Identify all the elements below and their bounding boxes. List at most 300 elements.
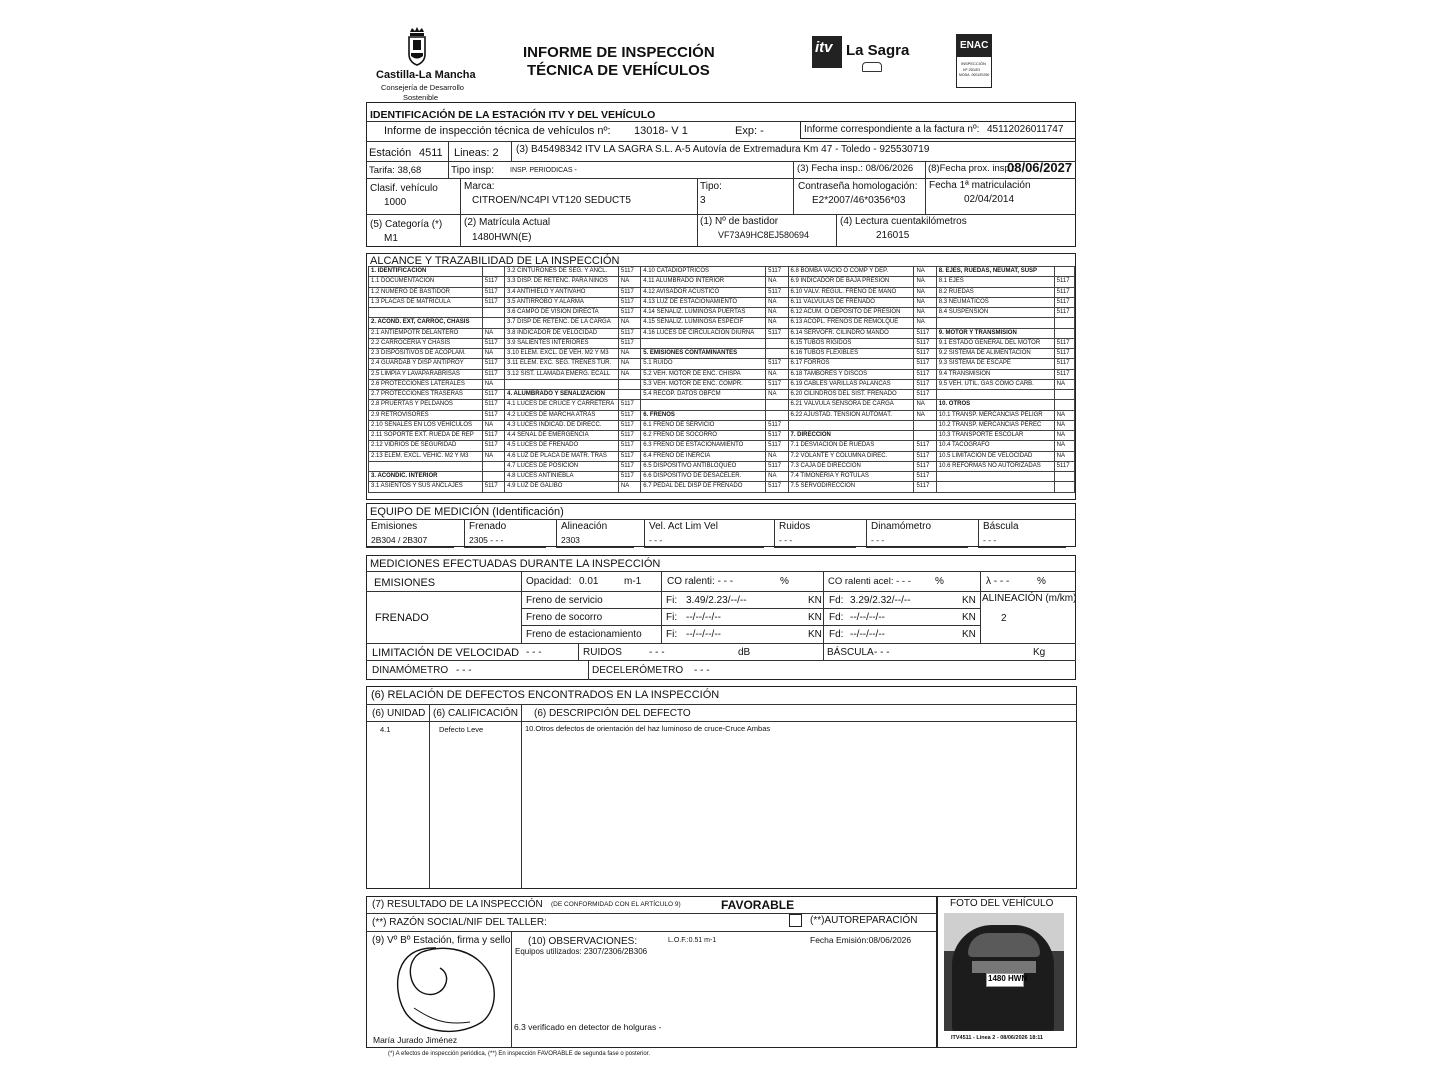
scope-item-value: NA bbox=[1054, 441, 1074, 451]
scope-item-label: 6.3 FRENO DE ESTACIONAMIENTO bbox=[641, 441, 766, 451]
scope-item-label: 6. FRENOS bbox=[641, 410, 766, 420]
scope-item-value: 5117 bbox=[618, 451, 640, 461]
car-icon bbox=[862, 62, 882, 72]
scope-item-label: 4.1 LUCES DE CRUCE Y CARRETERA bbox=[505, 400, 619, 410]
parking-fi-label: Fi: bbox=[666, 629, 678, 640]
scope-item-label: 10.4 TACÓGRAFO bbox=[936, 441, 1054, 451]
scope-item-value: 5117 bbox=[766, 359, 788, 369]
scope-item-label: 3.5 ANTIRROBO Y ALARMA bbox=[505, 297, 619, 307]
scope-item-value: NA bbox=[914, 287, 936, 297]
scope-item-value: 5117 bbox=[1054, 297, 1074, 307]
scope-item-value: 5117 bbox=[618, 441, 640, 451]
document-title-line-2: TÉCNICA DE VEHÍCULOS bbox=[527, 62, 710, 79]
scope-item-label: 3.3 DISP. DE RETENC. PARA NIÑOS bbox=[505, 277, 619, 287]
scope-item-label: 4.13 LUZ DE ESTACIONAMIENTO bbox=[641, 297, 766, 307]
first-registration-label: Fecha 1ª matriculación bbox=[929, 180, 1031, 191]
scope-item-label: 3.6 CAMPO DE VISIÓN DIRECTA bbox=[505, 308, 619, 318]
equipment-label: Frenado bbox=[469, 521, 507, 532]
scope-item-label: 6.22 AJUSTAD. TENSIÓN AUTOMÁT. bbox=[788, 410, 914, 420]
result-note: (DE CONFORMIDAD CON EL ARTÍCULO 9) bbox=[551, 901, 681, 908]
scope-item-label: 4.4 SEÑAL DE EMERGENCIA bbox=[505, 431, 619, 441]
station-section-title: IDENTIFICACIÓN DE LA ESTACIÓN ITV Y DEL VEHÍCULO bbox=[370, 109, 656, 121]
brand-label: Marca: bbox=[464, 181, 495, 192]
scope-item-label: 2.3 DISPOSITIVOS DE ACOPLAM. bbox=[369, 349, 483, 359]
parking-fd: --/--/--/-- bbox=[850, 629, 885, 640]
scope-row bbox=[369, 472, 1075, 482]
scope-item-value: 5117 bbox=[482, 287, 504, 297]
scope-item-label: 9. MOTOR Y TRANSMISIÓN bbox=[936, 328, 1054, 338]
scope-item-label: 4.9 LUZ DE GÁLIBO bbox=[505, 482, 619, 492]
scope-row bbox=[369, 297, 1075, 307]
scope-item-label: 1.2 NÚMERO DE BASTIDOR bbox=[369, 287, 483, 297]
scope-item-label bbox=[369, 308, 483, 318]
scope-item-label: 6.10 VÁLV. REGUL. FRENO DE MANO bbox=[788, 287, 914, 297]
scope-item-label: 4.14 SEÑALIZ. LUMINOSA PUERTAS bbox=[641, 308, 766, 318]
expedient: Exp: - bbox=[735, 125, 764, 137]
scope-item-value bbox=[766, 410, 788, 420]
scope-row bbox=[369, 390, 1075, 400]
scope-item-value: 5117 bbox=[482, 441, 504, 451]
scope-item-value: 5117 bbox=[914, 328, 936, 338]
emergency-fd-label: Fd: bbox=[829, 612, 844, 623]
scope-item-value: 5117 bbox=[618, 472, 640, 482]
scope-item-label: 6.16 TUBOS FLEXIBLES bbox=[788, 349, 914, 359]
decelerometer-value: - - - bbox=[694, 665, 710, 676]
defect-unit: 4.1 bbox=[380, 725, 391, 734]
equipment-value: 2B304 / 2B307 bbox=[371, 535, 428, 545]
scope-item-value: 5117 bbox=[482, 400, 504, 410]
station-company: (3) B45498342 ITV LA SAGRA S.L. A-5 Autovía de Extremadura Km 47 - Toledo - 925530719 bbox=[516, 144, 930, 155]
scope-item-label bbox=[369, 461, 483, 471]
scope-row bbox=[369, 369, 1075, 379]
scope-item-value: 5117 bbox=[766, 461, 788, 471]
scale-unit: Kg bbox=[1033, 647, 1046, 658]
scope-item-label: 2.5 LIMPIA Y LAVAPARABRISAS bbox=[369, 369, 483, 379]
decelerometer-label: DECELERÓMETRO bbox=[592, 665, 684, 676]
emergency-fi: --/--/--/-- bbox=[686, 612, 721, 623]
scope-item-value: NA bbox=[766, 308, 788, 318]
odometer-label: (4) Lectura cuentakilómetros bbox=[840, 216, 967, 227]
scope-item-value: NA bbox=[618, 482, 640, 492]
scope-item-value: 5117 bbox=[1054, 287, 1074, 297]
scope-item-value: NA bbox=[618, 349, 640, 359]
scope-item-value: 5117 bbox=[914, 349, 936, 359]
type: 3 bbox=[700, 195, 706, 206]
scope-item-value bbox=[482, 318, 504, 328]
parking-fd-unit: KN bbox=[962, 629, 976, 640]
coat-of-arms-icon bbox=[406, 26, 428, 66]
scope-item-label: 2.7 PROTECCIONES TRASERAS bbox=[369, 390, 483, 400]
scope-item-value: 5117 bbox=[914, 369, 936, 379]
scope-item-label: 7.3 CAJA DE DIRECCIÓN bbox=[788, 461, 914, 471]
scale-label: BÁSCULA bbox=[827, 647, 874, 658]
scope-item-label: 6.17 FORROS bbox=[788, 359, 914, 369]
scope-item-label: 6.8 BOMBA VACÍO O COMP Y DEP. bbox=[788, 267, 914, 277]
dynamometer-label: DINAMÓMETRO bbox=[372, 665, 449, 676]
dynamometer-value: - - - bbox=[456, 665, 472, 676]
scope-row bbox=[369, 410, 1075, 420]
scope-item-value: 5117 bbox=[1054, 338, 1074, 348]
equipment-used: Equipos utilizados: 2307/2306/2B306 bbox=[515, 947, 648, 956]
lof-value: L.O.F.:0.51 m-1 bbox=[668, 937, 717, 944]
opacity-label: Opacidad: bbox=[526, 576, 572, 587]
equipment-label: Vel. Act Lim Vel bbox=[649, 521, 718, 532]
scope-row bbox=[369, 451, 1075, 461]
scope-item-value: 5117 bbox=[618, 328, 640, 338]
emissions-label: EMISIONES bbox=[374, 577, 436, 589]
scope-item-label: 4.12 AVISADOR ACÚSTICO bbox=[641, 287, 766, 297]
service-brake-label: Freno de servicio bbox=[526, 595, 603, 606]
scope-item-value bbox=[766, 349, 788, 359]
scope-item-value: NA bbox=[482, 328, 504, 338]
co-ralenti-acel-unit: % bbox=[935, 576, 944, 587]
scope-item-label: 3.12 SIST. LLAMADA EMERG. ECALL bbox=[505, 369, 619, 379]
scope-row bbox=[369, 420, 1075, 430]
scope-item-label: 3.11 ELEM. EXC. SEG. TRENES TUR. bbox=[505, 359, 619, 369]
scope-item-label: 10.1 TRANSP. MERCANCIAS PELIGR bbox=[936, 410, 1054, 420]
scope-row bbox=[369, 461, 1075, 471]
scope-item-value bbox=[914, 431, 936, 441]
station-stamp-label: (9) Vº Bº Estación, firma y sello bbox=[372, 935, 511, 946]
scope-item-value: NA bbox=[1054, 420, 1074, 430]
scope-item-value: 5117 bbox=[766, 431, 788, 441]
scope-item-label: 4.16 LUCES DE CIRCULACIÓN DIURNA bbox=[641, 328, 766, 338]
service-fi: 3.49/2.23/--/-- bbox=[686, 595, 747, 606]
invoice-label: Informe correspondiente a la factura nº: bbox=[804, 124, 980, 135]
scope-item-label: 2.11 SOPORTE EXT. RUEDA DE REP bbox=[369, 431, 483, 441]
vehicle-class: 1000 bbox=[384, 197, 407, 208]
defects-col-grade: (6) CALIFICACIÓN bbox=[433, 708, 519, 719]
equipment-label: Ruidos bbox=[779, 521, 811, 532]
scope-item-label: 6.12 ACUM. O DEPÓSITO DE PRESIÓN bbox=[788, 308, 914, 318]
scope-item-label bbox=[936, 318, 1054, 328]
noise-label: RUIDOS bbox=[583, 647, 622, 658]
scope-item-value: 5117 bbox=[914, 359, 936, 369]
scope-item-label bbox=[788, 420, 914, 430]
scope-item-value: NA bbox=[766, 277, 788, 287]
inspection-type: INSP. PERIODICAS - bbox=[510, 167, 577, 174]
scope-item-value: NA bbox=[914, 297, 936, 307]
service-fd-label: Fd: bbox=[829, 595, 844, 606]
scope-item-value: 5117 bbox=[482, 369, 504, 379]
defects-col-unit: (6) UNIDAD bbox=[372, 708, 426, 719]
report-number: 13018- V 1 bbox=[634, 125, 688, 137]
scope-item-value: 5117 bbox=[482, 410, 504, 420]
scope-item-label: 1.3 PLACAS DE MATRÍCULA bbox=[369, 297, 483, 307]
parking-fi-unit: KN bbox=[808, 629, 822, 640]
scope-item-value: NA bbox=[914, 400, 936, 410]
scope-item-label: 6.13 ACOPL. FRENOS DE REMOLQUE bbox=[788, 318, 914, 328]
scope-item-value: NA bbox=[766, 297, 788, 307]
scope-item-label bbox=[936, 472, 1054, 482]
scope-item-value bbox=[1054, 472, 1074, 482]
scope-item-value: NA bbox=[482, 379, 504, 389]
scope-item-label: 3. ACONDIC. INTERIOR bbox=[369, 472, 483, 482]
scope-item-label: 6.2 FRENO DE SOCORRO bbox=[641, 431, 766, 441]
vin-label: (1) Nº de bastidor bbox=[700, 216, 779, 227]
scope-item-value: 5117 bbox=[766, 379, 788, 389]
scope-item-value: 5117 bbox=[914, 441, 936, 451]
scope-item-value: 5117 bbox=[482, 390, 504, 400]
workshop-label: (**) RAZÓN SOCIAL/NIF DEL TALLER: bbox=[372, 917, 547, 928]
opacity-value: 0.01 bbox=[579, 576, 599, 587]
defect-description: 10.Otros defectos de orientación del haz luminoso de cruce-Cruce Ambas bbox=[525, 724, 771, 733]
scope-item-label: 4.15 SEÑALIZ. LUMINOSA ESPECIF bbox=[641, 318, 766, 328]
lines-count: Lineas: 2 bbox=[454, 147, 499, 159]
scope-item-label: 9.5 VEH. UTIL. GAS COMO CARB. bbox=[936, 379, 1054, 389]
scope-item-label: 6.4 FRENO DE INERCIA bbox=[641, 451, 766, 461]
equipment-label: Alineación bbox=[561, 521, 608, 532]
scope-item-label: 8. EJES, RUEDAS, NEUMAT, SUSP bbox=[936, 267, 1054, 277]
scope-item-value bbox=[1054, 400, 1074, 410]
service-fd: 3.29/2.32/--/-- bbox=[850, 595, 911, 606]
scope-item-value bbox=[766, 400, 788, 410]
scope-item-label: 9.2 SISTEMA DE ALIMENTACIÓN bbox=[936, 349, 1054, 359]
scope-item-value: 5117 bbox=[914, 451, 936, 461]
equipment-label: Emisiones bbox=[371, 521, 418, 532]
scope-item-value: 5117 bbox=[618, 461, 640, 471]
scope-item-label: 4.3 LUCES INDICAD. DE DIRECC. bbox=[505, 420, 619, 430]
vin: VF73A9HC8EJ580694 bbox=[718, 230, 810, 240]
scope-item-value: 5117 bbox=[482, 338, 504, 348]
plate: 1480HWN(E) bbox=[472, 232, 532, 243]
scope-item-value bbox=[482, 267, 504, 277]
scope-item-value: 5117 bbox=[482, 482, 504, 492]
scope-item-value: 5117 bbox=[618, 410, 640, 420]
odometer: 216015 bbox=[876, 230, 910, 241]
scope-item-value: NA bbox=[618, 359, 640, 369]
scope-item-value: 5117 bbox=[482, 297, 504, 307]
enac-small-3: MODA. 0001/EI250 bbox=[959, 73, 990, 77]
report-number-label: Informe de inspección técnica de vehículos nº: bbox=[384, 125, 611, 137]
scope-item-label: 1. IDENTIFICACIÓN bbox=[369, 267, 483, 277]
scope-row bbox=[369, 441, 1075, 451]
scope-item-label: 2.2 CARROCERÍA Y CHASIS bbox=[369, 338, 483, 348]
noise-unit: dB bbox=[738, 647, 751, 658]
self-repair-checkbox[interactable] bbox=[789, 914, 802, 927]
scope-item-value: NA bbox=[482, 420, 504, 430]
scope-item-label: 6.15 TUBOS RÍGIDOS bbox=[788, 338, 914, 348]
scope-item-value: NA bbox=[1054, 410, 1074, 420]
scope-item-label: 10.3 TRANSPORTE ESCOLAR bbox=[936, 431, 1054, 441]
co-ralenti: CO ralenti: - - - bbox=[667, 576, 734, 587]
scope-item-label: 2.13 ELEM. EXCL. VEHIC. M2 Y M3 bbox=[369, 451, 483, 461]
scope-item-label: 4.7 LUCES DE POSICIÓN bbox=[505, 461, 619, 471]
scope-item-label: 6.5 DISPOSITIVO ANTIBLOQUEO bbox=[641, 461, 766, 471]
scope-item-label: 4.8 LUCES ANTINIEBLA bbox=[505, 472, 619, 482]
station-number: 4511 bbox=[419, 147, 443, 159]
scope-row bbox=[369, 318, 1075, 328]
scope-item-value: NA bbox=[766, 472, 788, 482]
itv-logo-mark: itv bbox=[815, 39, 833, 56]
plate-label: (2) Matrícula Actual bbox=[464, 217, 551, 228]
homologation-label: Contraseña homologación: bbox=[798, 181, 918, 192]
department-line-2: Sostenible bbox=[403, 93, 439, 102]
scope-item-value bbox=[482, 472, 504, 482]
speed-limit-value: - - - bbox=[526, 647, 542, 658]
service-fd-unit: KN bbox=[962, 595, 976, 606]
department-line-1: Consejería de Desarrollo bbox=[381, 83, 464, 92]
scope-item-label: 5.3 VEH. MOTOR DE ENC. COMPR. bbox=[641, 379, 766, 389]
scope-row bbox=[369, 308, 1075, 318]
scope-item-label: 5.1 RUIDO bbox=[641, 359, 766, 369]
emergency-fi-unit: KN bbox=[808, 612, 822, 623]
scope-row bbox=[369, 482, 1075, 492]
station-label: Estación bbox=[369, 147, 412, 159]
scope-item-value: NA bbox=[914, 308, 936, 318]
defect-grade: Defecto Leve bbox=[439, 725, 484, 734]
scope-item-label: 9.4 TRANSMISIÓN bbox=[936, 369, 1054, 379]
scope-item-label: 3.9 SALIENTES INTERIORES bbox=[505, 338, 619, 348]
scope-item-value: 5117 bbox=[766, 441, 788, 451]
scope-item-label: 4.11 ALUMBRADO INTERIOR bbox=[641, 277, 766, 287]
equipment-value: - - - bbox=[779, 535, 793, 545]
scope-item-label: 4.6 LUZ DE PLACA DE MATR. TRAS bbox=[505, 451, 619, 461]
scope-item-label: 3.7 DISP DE RETENC. DE LA CARGA bbox=[505, 318, 619, 328]
noise-value: - - - bbox=[649, 647, 665, 658]
scope-item-value: 5117 bbox=[618, 338, 640, 348]
scope-item-label: 10.2 TRANSP. MERCANCIAS PEREC bbox=[936, 420, 1054, 430]
scope-item-label: 5. EMISIONES CONTAMINANTES bbox=[641, 349, 766, 359]
scope-item-value bbox=[1054, 318, 1074, 328]
observations-label: (10) OBSERVACIONES: bbox=[528, 936, 638, 947]
scope-row bbox=[369, 400, 1075, 410]
scope-item-label: 4.5 LUCES DE FRENADO bbox=[505, 441, 619, 451]
scope-item-value: NA bbox=[766, 369, 788, 379]
scope-item-value: NA bbox=[482, 349, 504, 359]
scope-item-value: 5117 bbox=[618, 400, 640, 410]
emergency-fi-label: Fi: bbox=[666, 612, 678, 623]
scope-item-label: 4.2 LUCES DE MARCHA ATRÁS bbox=[505, 410, 619, 420]
lambda-unit: % bbox=[1037, 576, 1046, 587]
scope-item-value bbox=[914, 420, 936, 430]
scope-item-label: 5.2 VEH. MOTOR DE ENC. CHISPA bbox=[641, 369, 766, 379]
defects-col-description: (6) DESCRIPCIÓN DEL DEFECTO bbox=[534, 708, 691, 719]
scope-item-value: 5117 bbox=[766, 328, 788, 338]
observation-2: 6.3 verificado en detector de holguras - bbox=[514, 1022, 662, 1032]
scope-item-value: NA bbox=[914, 267, 936, 277]
self-repair-label: (**)AUTOREPARACIÓN bbox=[810, 915, 918, 926]
scope-section-title: ALCANCE Y TRAZABILIDAD DE LA INSPECCIÓN bbox=[370, 255, 620, 267]
brand: CITROEN/NC4PI VT120 SEDUCT5 bbox=[472, 195, 631, 206]
next-inspection-date: 08/06/2027 bbox=[1007, 160, 1073, 175]
scope-item-label: 6.20 CILINDROS DEL SIST. FRENADO bbox=[788, 390, 914, 400]
scope-item-value: NA bbox=[482, 451, 504, 461]
scope-item-label bbox=[641, 338, 766, 348]
scope-item-value: 5117 bbox=[618, 287, 640, 297]
scope-item-label: 6.11 VÁLVULAS DE FRENADO bbox=[788, 297, 914, 307]
scope-item-value bbox=[618, 390, 640, 400]
scope-item-value bbox=[1054, 482, 1074, 492]
scope-item-label: 2.4 GUARDAB Y DISP ANTIPROY bbox=[369, 359, 483, 369]
document-title-line-1: INFORME DE INSPECCIÓN bbox=[523, 44, 715, 61]
speed-limit-label: LIMITACIÓN DE VELOCIDAD bbox=[372, 647, 520, 659]
scope-item-label: 5.4 RECOP. DATOS OBFCM bbox=[641, 390, 766, 400]
scope-item-value: NA bbox=[618, 369, 640, 379]
itv-brand-name: La Sagra bbox=[846, 42, 910, 59]
scope-item-label: 6.1 FRENO DE SERVICIO bbox=[641, 420, 766, 430]
scope-item-label bbox=[936, 482, 1054, 492]
scope-row bbox=[369, 338, 1075, 348]
scope-row bbox=[369, 431, 1075, 441]
scope-item-label: 6.21 VÁLVULA SENSORA DE CARGA bbox=[788, 400, 914, 410]
scope-item-value: 5117 bbox=[1054, 461, 1074, 471]
scope-item-label: 2.1 ANTIEMPOTR DELANTERO bbox=[369, 328, 483, 338]
scope-item-value: 5117 bbox=[1054, 349, 1074, 359]
homologation: E2*2007/46*0356*03 bbox=[812, 195, 906, 206]
scope-item-label: 2. ACOND. EXT, CARROC, CHASIS bbox=[369, 318, 483, 328]
scope-item-value: NA bbox=[914, 410, 936, 420]
equipment-value: - - - bbox=[983, 535, 997, 545]
scope-item-label: 2.6 PROTECCIONES LATERALES bbox=[369, 379, 483, 389]
alignment-value: 2 bbox=[1001, 613, 1007, 624]
co-ralenti-unit: % bbox=[780, 576, 789, 587]
equipment-value: - - - bbox=[871, 535, 885, 545]
scope-item-value: 5117 bbox=[914, 338, 936, 348]
enac-label: ENAC bbox=[960, 40, 989, 51]
scope-item-value: 5117 bbox=[618, 267, 640, 277]
inspection-type-label: Tipo insp: bbox=[451, 165, 494, 176]
scope-item-value: 5117 bbox=[1054, 277, 1074, 287]
scope-item-label: 9.1 ESTADO GENERAL DEL MOTOR bbox=[936, 338, 1054, 348]
scope-item-label: 8.3 NEUMÁTICOS bbox=[936, 297, 1054, 307]
scope-item-label: 8.4 SUSPENSIÓN bbox=[936, 308, 1054, 318]
emergency-fd-unit: KN bbox=[962, 612, 976, 623]
scope-item-label: 2.8 PRUERTAS Y PELDAÑOS bbox=[369, 400, 483, 410]
scope-item-label: 6.14 SERVOFR. CILINDRO MANDO bbox=[788, 328, 914, 338]
scope-item-label: 6.19 CABLES VARILLAS PALANCAS bbox=[788, 379, 914, 389]
type-label: Tipo: bbox=[700, 181, 722, 192]
scope-item-label: 3.2 CINTURONES DE SEG. Y ANCL. bbox=[505, 267, 619, 277]
header bbox=[360, 22, 1080, 102]
emergency-fd: --/--/--/-- bbox=[850, 612, 885, 623]
braking-label: FRENADO bbox=[375, 612, 429, 624]
equipment-section-title: EQUIPO DE MEDICIÓN (Identificación) bbox=[370, 506, 564, 518]
emission-date: Fecha Emisión:08/06/2026 bbox=[810, 935, 912, 945]
scope-item-value: NA bbox=[1054, 431, 1074, 441]
scope-item-value bbox=[766, 338, 788, 348]
scope-item-value bbox=[1054, 328, 1074, 338]
equipment-value: 2303 bbox=[561, 535, 580, 545]
tariff: Tarifa: 38,68 bbox=[369, 165, 422, 176]
scope-item-value: 5117 bbox=[618, 431, 640, 441]
scope-row bbox=[369, 277, 1075, 287]
equipment-label: Báscula bbox=[983, 521, 1019, 532]
lambda: λ - - - bbox=[986, 576, 1010, 587]
scope-item-label: 4. ALUMBRADO Y SEÑALIZACIÓN bbox=[505, 390, 619, 400]
scope-item-label: 7.1 DESVIACIÓN DE RUEDAS bbox=[788, 441, 914, 451]
next-inspection-label: (8)Fecha prox. insp.: bbox=[928, 163, 1016, 174]
scope-item-value: 5117 bbox=[1054, 359, 1074, 369]
scope-item-label: 10. OTROS bbox=[936, 400, 1054, 410]
scope-row bbox=[369, 267, 1075, 277]
scope-row bbox=[369, 359, 1075, 369]
scope-item-value: 5117 bbox=[482, 277, 504, 287]
scope-item-value: NA bbox=[766, 390, 788, 400]
signature bbox=[372, 935, 511, 1046]
scope-checklist bbox=[368, 266, 1075, 493]
scope-item-value bbox=[1054, 267, 1074, 277]
scope-item-value bbox=[482, 308, 504, 318]
scope-item-value: NA bbox=[766, 318, 788, 328]
scope-item-label: 2.9 RETROVISORES bbox=[369, 410, 483, 420]
inspection-date: (3) Fecha insp.: 08/06/2026 bbox=[797, 163, 914, 174]
scope-item-label: 2.10 SEÑALES EN LOS VEHÍCULOS bbox=[369, 420, 483, 430]
photo-plate: 1480 HWN bbox=[988, 974, 1028, 983]
invoice-number: 45112026011747 bbox=[987, 124, 1064, 135]
scope-item-value: 5117 bbox=[914, 461, 936, 471]
scope-item-label: 3.10 ELEM. EXCL. DE VEH. M2 Y M3 bbox=[505, 349, 619, 359]
